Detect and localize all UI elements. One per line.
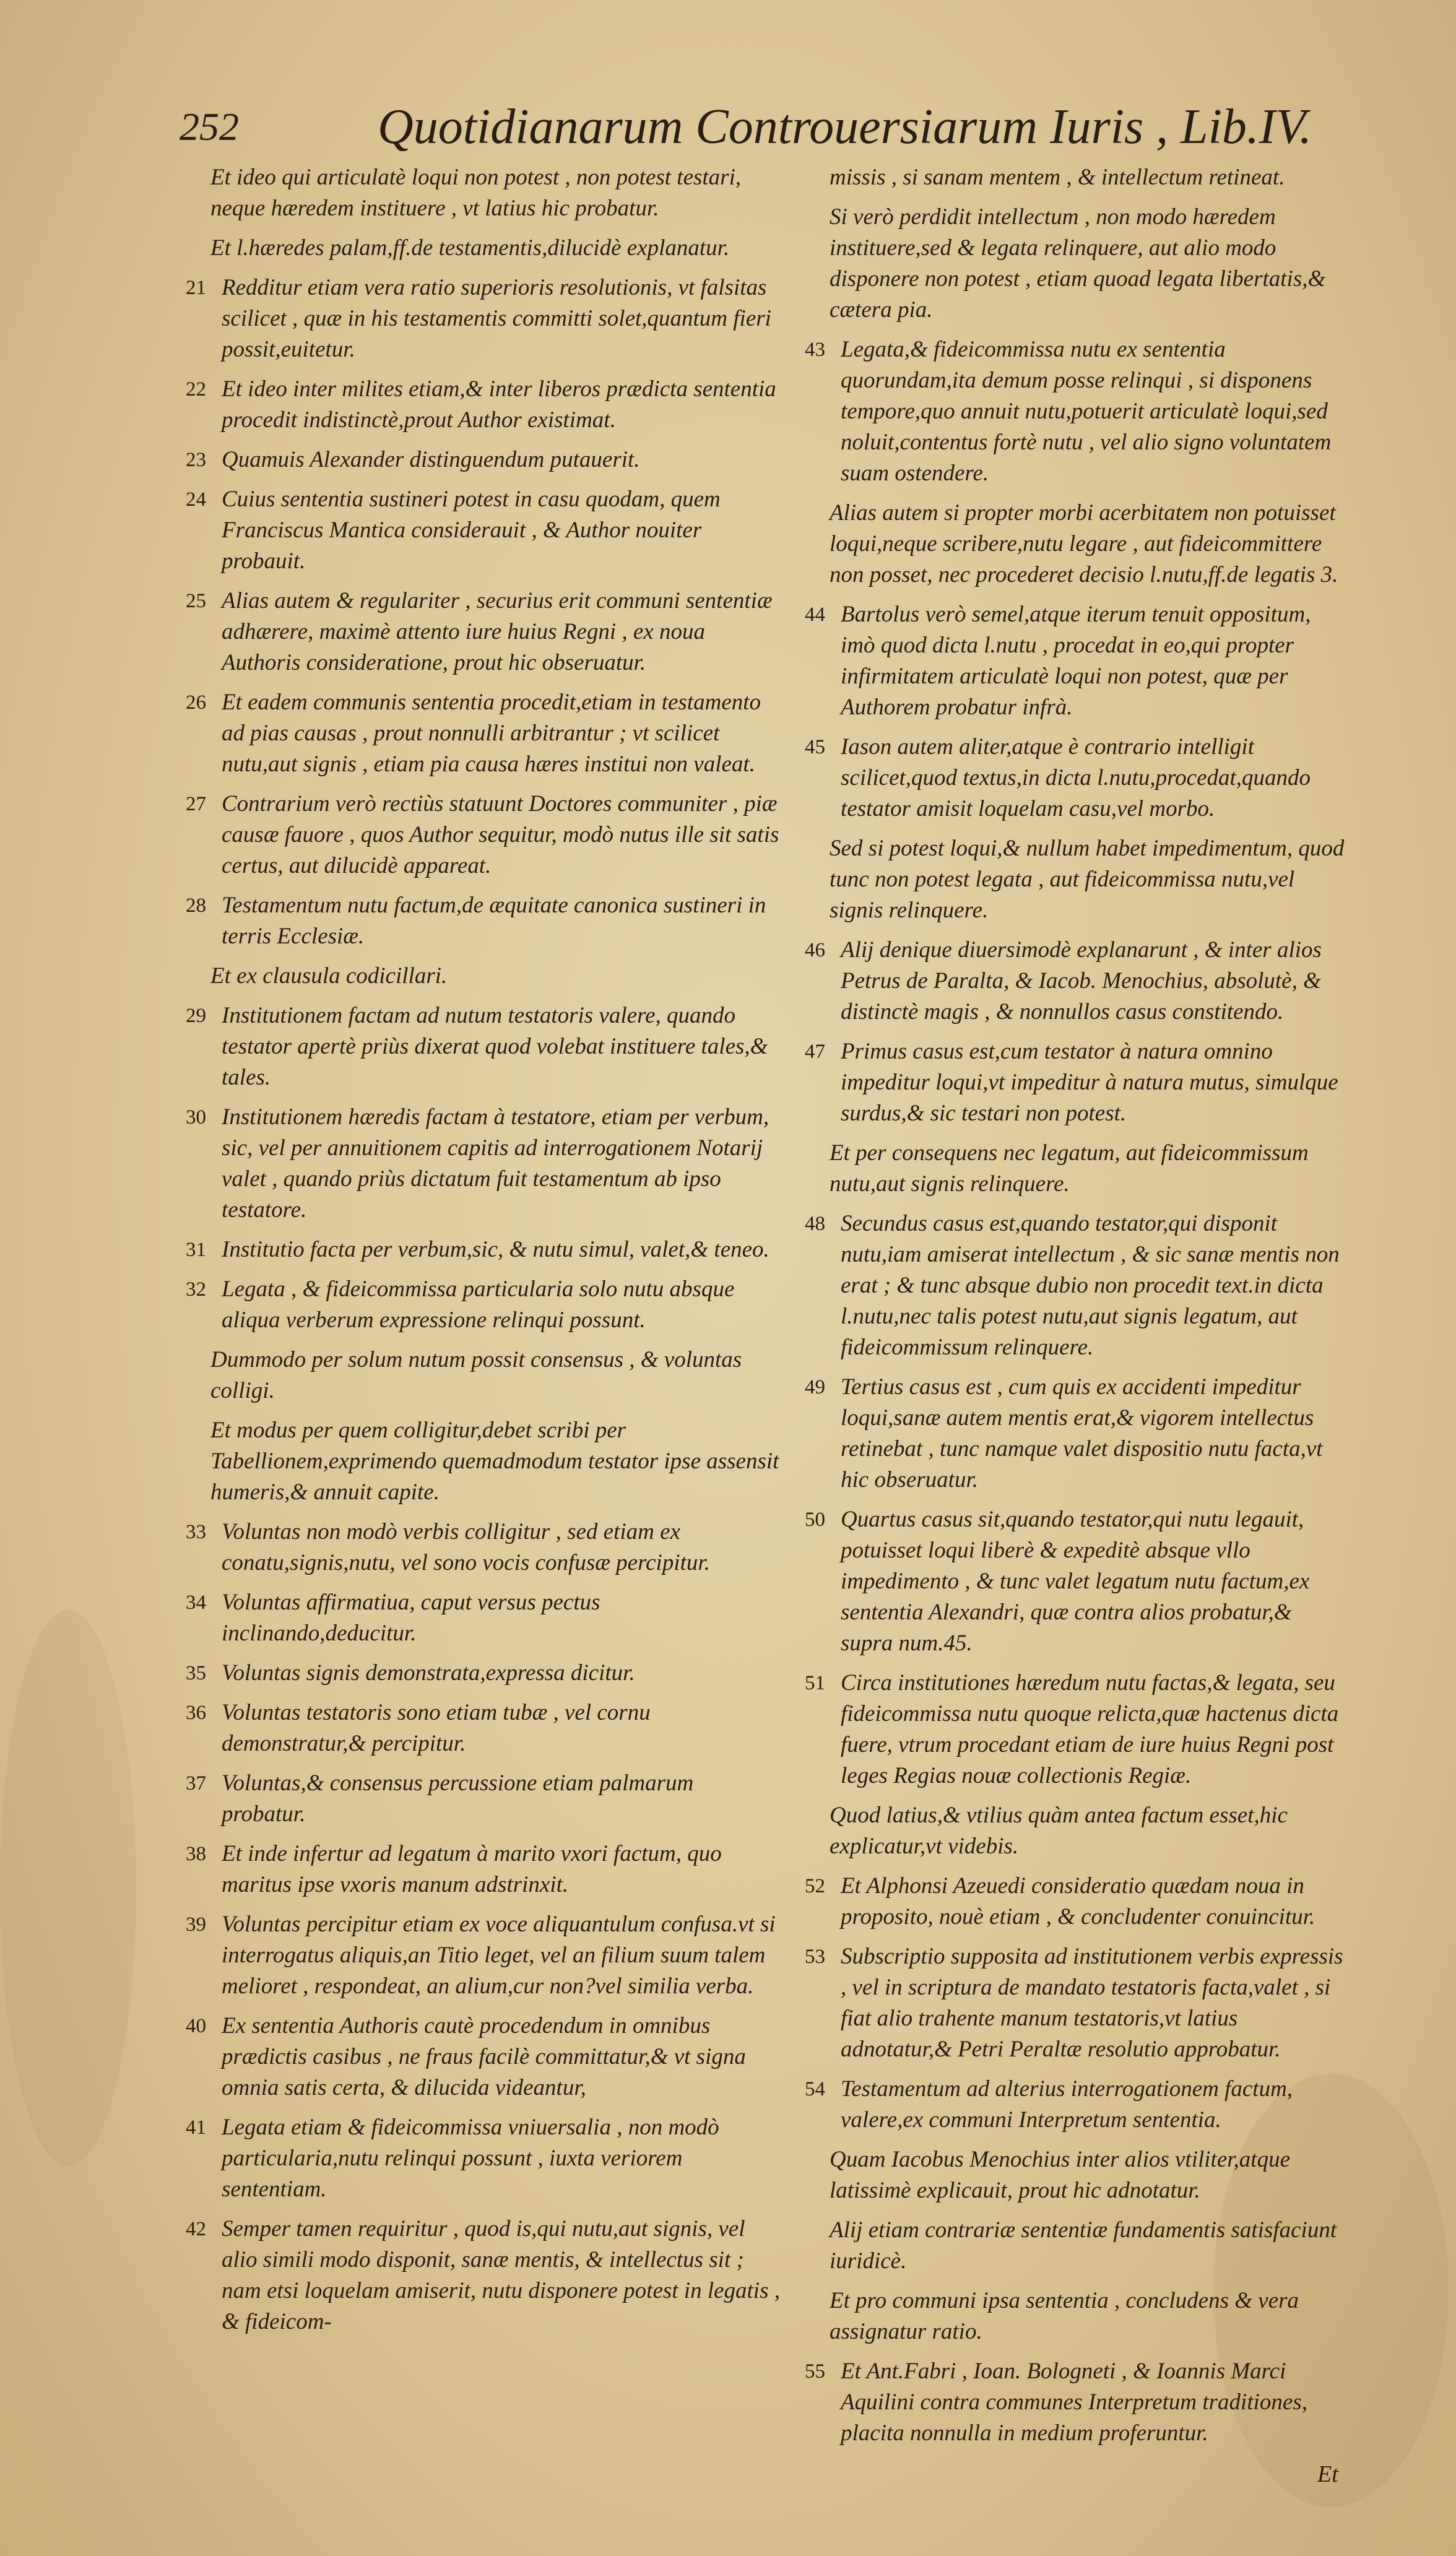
entry-number: 22 bbox=[186, 378, 206, 401]
summary-subentry bbox=[805, 202, 1350, 326]
summary-entry bbox=[186, 1839, 780, 1900]
entry-text: Testamentum ad alterius interrogationem factum, valere,ex communi Interpretum sententia. bbox=[841, 2076, 1293, 2133]
summary-entry bbox=[186, 687, 780, 780]
entry-number: 45 bbox=[805, 736, 825, 758]
summary-entry bbox=[186, 1274, 780, 1336]
summary-entry bbox=[186, 484, 780, 577]
entry-number: 52 bbox=[805, 1875, 825, 1897]
entry-text: Legata,& fideicommissa nutu ex sententia quorundam,ita demum posse relinqui , si disponens tempore,quo annuit nutu,potuerit articulatè loqui,sed noluit,contentus fortè nutu , vel alio signo voluntatem suam ostendere. bbox=[841, 337, 1332, 486]
entry-number: 36 bbox=[186, 1702, 206, 1724]
summary-entry bbox=[805, 1941, 1350, 2065]
entry-number: 30 bbox=[186, 1106, 206, 1129]
entry-text: Tertius casus est , cum quis ex accidenti impeditur loqui,sanæ autem mentis erat,& vigorem intellectus retinebat , tunc namque valet dispositio nutu facta,vt hic obseruatur. bbox=[841, 1374, 1323, 1492]
catchword: Et bbox=[1317, 2461, 1338, 2487]
entry-number: 40 bbox=[186, 2015, 206, 2037]
summary-entry bbox=[186, 2112, 780, 2205]
summary-entry bbox=[805, 935, 1350, 1028]
entry-number: 41 bbox=[186, 2116, 206, 2139]
summary-subentry bbox=[186, 961, 780, 992]
paper-stain bbox=[0, 1609, 136, 2167]
summary-entry bbox=[186, 1517, 780, 1579]
entry-number: 33 bbox=[186, 1521, 206, 1543]
entry-number: 49 bbox=[805, 1376, 825, 1398]
entry-text: Sed si potest loqui,& nullum habet impedimentum, quod tunc non potest legata , aut fideicommissa nutu,vel signis relinquere. bbox=[830, 836, 1345, 923]
summary-entry bbox=[805, 1871, 1350, 1933]
summary-entry bbox=[186, 1234, 780, 1265]
summary-entry bbox=[186, 2011, 780, 2103]
summary-entry bbox=[186, 890, 780, 952]
entry-text: Voluntas,& consensus percussione etiam palmarum probatur. bbox=[222, 1770, 694, 1827]
entry-text: Et eadem communis sententia procedit,etiam in testamento ad pias causas , prout nonnulli arbitrantur ; vt scilicet nutu,aut signis , etiam pia causa hæres institui non valeat. bbox=[222, 690, 761, 777]
summary-entry bbox=[186, 586, 780, 678]
entry-text: Et modus per quem colligitur,debet scribi per Tabellionem,exprimendo quemadmodum testator ipse assensit humeris,& annuit capite. bbox=[210, 1418, 779, 1505]
entry-text: Institutio facta per verbum,sic, & nutu simul, valet,& teneo. bbox=[222, 1237, 769, 1262]
entry-number: 21 bbox=[186, 277, 206, 299]
summary-subentry bbox=[805, 2215, 1350, 2277]
summary-entry bbox=[186, 1658, 780, 1689]
summary-entry bbox=[186, 1909, 780, 2002]
summary-entry bbox=[186, 1000, 780, 1093]
summary-entry bbox=[805, 599, 1350, 723]
summary-subentry bbox=[805, 498, 1350, 591]
entry-text: Subscriptio supposita ad institutionem verbis expressis , vel in scriptura de mandato testatoris facta,valet , si fiat alio trahente manum testatoris,vt latius adnotatur,& Petri Peraltæ resolutio approbatur. bbox=[841, 1944, 1343, 2062]
entry-text: Alij etiam contrariæ sententiæ fundamentis satisfaciunt iuridicè. bbox=[830, 2217, 1337, 2274]
entry-text: Quod latius,& vtilius quàm antea factum esset,hic explicatur,vt videbis. bbox=[830, 1803, 1288, 1859]
entry-number: 35 bbox=[186, 1662, 206, 1684]
entry-number: 47 bbox=[805, 1041, 825, 1063]
summary-entry bbox=[805, 1372, 1350, 1496]
summary-subentry bbox=[186, 1415, 780, 1508]
entry-number: 32 bbox=[186, 1278, 206, 1301]
entry-text: Circa institutiones hæredum nutu factas,& legata, seu fideicommissa nutu quoque relicta,quæ hactenus dicta fuere, vtrum procedant etiam de iure huius Regni post leges Regias nouæ collectionis Regiæ. bbox=[841, 1670, 1339, 1788]
entry-text: Et ex clausula codicillari. bbox=[210, 963, 448, 989]
entry-text: Cuius sententia sustineri potest in casu quodam, quem Franciscus Mantica considerauit , & Author nouiter probauit. bbox=[222, 487, 721, 574]
entry-number: 39 bbox=[186, 1913, 206, 1936]
summary-subentry bbox=[805, 833, 1350, 926]
summary-entry bbox=[186, 374, 780, 436]
summary-subentry bbox=[805, 162, 1350, 193]
entry-text: Institutionem factam ad nutum testatoris valere, quando testator apertè priùs dixerat quod volebat instituere tales,& tales. bbox=[222, 1003, 768, 1090]
running-title: Quotidianarum Controuersiarum Iuris , Lib.IV. bbox=[378, 100, 1312, 154]
summary-subentry bbox=[805, 1800, 1350, 1862]
page-number: 252 bbox=[180, 105, 239, 149]
summary-entry bbox=[186, 272, 780, 365]
entry-text: Quartus casus sit,quando testator,qui nutu legauit, potuisset loqui liberè & expeditè absque vllo impedimento , & tunc valet legatum nutu factum,ex sententia Alexandri, quæ contra alios probatur,& supra num.45. bbox=[841, 1507, 1310, 1656]
summary-entry bbox=[805, 334, 1350, 489]
entry-text: Ex sententia Authoris cautè procedendum in omnibus prædictis casibus , ne fraus facilè committatur,& vt signa omnia satis certa, & dilucida videantur, bbox=[222, 2013, 746, 2100]
entry-text: Si verò perdidit intellectum , non modo hæredem instituere,sed & legata relinquere, aut alio modo disponere non potest , etiam quoad legata libertatis,& cætera pia. bbox=[830, 204, 1326, 323]
entry-number: 43 bbox=[805, 339, 825, 361]
entry-text: Et Ant.Fabri , Ioan. Bologneti , & Ioannis Marci Aquilini contra communes Interpretum traditiones, placita nonnulla in medium proferuntur. bbox=[841, 2359, 1307, 2446]
entry-number: 46 bbox=[805, 939, 825, 961]
summary-subentry bbox=[186, 233, 780, 264]
summary-entry bbox=[805, 2074, 1350, 2136]
entry-text: Alias autem si propter morbi acerbitatem non potuisset loqui,neque scribere,nutu legare , aut fideicommittere non posset, nec procederet decisio l.nutu,ff.de legatis 3. bbox=[830, 500, 1338, 587]
entry-number: 54 bbox=[805, 2078, 825, 2100]
summary-entry bbox=[805, 732, 1350, 825]
entry-number: 55 bbox=[805, 2360, 825, 2383]
summary-entry bbox=[805, 1668, 1350, 1791]
summary-entry bbox=[186, 2214, 780, 2337]
entry-text: Et ideo inter milites etiam,& inter liberos prædicta sententia procedit indistinctè,prout Author existimat. bbox=[222, 376, 776, 433]
entry-text: Primus casus est,cum testator à natura omnino impeditur loqui,vt impeditur à natura mutus, simulque surdus,& sic testari non potest. bbox=[841, 1039, 1338, 1126]
entry-number: 53 bbox=[805, 1946, 825, 1968]
entry-text: Legata etiam & fideicommissa vniuersalia , non modò particularia,nutu relinqui possunt , iuxta veriorem sententiam. bbox=[222, 2115, 719, 2202]
entry-text: Testamentum nutu factum,de æquitate canonica sustineri in terris Ecclesiæ. bbox=[222, 893, 766, 949]
entry-text: Quamuis Alexander distinguendum putauerit. bbox=[222, 447, 640, 472]
entry-text: Alij denique diuersimodè explanarunt , & inter alios Petrus de Paralta, & Iacob. Menochius, absolutè, & distinctè magis , & nonnullos casus constitendo. bbox=[841, 937, 1322, 1025]
summary-subentry bbox=[186, 1345, 780, 1406]
summary-entry bbox=[186, 444, 780, 475]
entry-number: 34 bbox=[186, 1592, 206, 1614]
entry-text: Voluntas non modò verbis colligitur , sed etiam ex conatu,signis,nutu, vel sono vocis confusæ percipitur. bbox=[222, 1519, 710, 1575]
entry-number: 24 bbox=[186, 488, 206, 511]
entry-text: Contrarium verò rectiùs statuunt Doctores communiter , piæ causæ fauore , quos Author sequitur, modò nutus ille sit satis certus, aut dilucidè appareat. bbox=[222, 791, 779, 878]
summary-entry bbox=[186, 1102, 780, 1226]
entry-text: Voluntas testatoris sono etiam tubæ , vel cornu demonstratur,& percipitur. bbox=[222, 1700, 651, 1756]
summary-subentry bbox=[805, 2144, 1350, 2206]
entry-text: Et l.hæredes palam,ff.de testamentis,dilucidè explanatur. bbox=[210, 235, 730, 261]
running-header bbox=[180, 93, 1312, 161]
entry-text: Semper tamen requiritur , quod is,qui nutu,aut signis, vel alio simili modo disponit, sanæ mentis, & intellectus sit ; nam etsi loquelam amiserit, nutu disponere potest in legatis , & fideicom- bbox=[222, 2216, 780, 2334]
summary-entry bbox=[186, 1697, 780, 1759]
entry-number: 27 bbox=[186, 793, 206, 815]
entry-text: Et Alphonsi Azeuedi consideratio quædam noua in proposito, nouè etiam , & concludenter conuincitur. bbox=[841, 1873, 1315, 1930]
summary-entry bbox=[805, 2356, 1350, 2449]
left-column bbox=[186, 162, 780, 2346]
entry-number: 29 bbox=[186, 1005, 206, 1027]
entry-number: 26 bbox=[186, 691, 206, 714]
entry-text: Dummodo per solum nutum possit consensus , & voluntas colligi. bbox=[210, 1347, 742, 1403]
entry-number: 44 bbox=[805, 604, 825, 626]
summary-entry bbox=[805, 1036, 1350, 1129]
entry-number: 51 bbox=[805, 1672, 825, 1694]
summary-entry bbox=[805, 1504, 1350, 1659]
summary-entry bbox=[186, 1587, 780, 1649]
entry-number: 50 bbox=[805, 1509, 825, 1531]
entry-text: Redditur etiam vera ratio superioris resolutionis, vt falsitas scilicet , quæ in his testamentis committi solet,quantum fieri possit,euitetur. bbox=[222, 275, 771, 362]
entry-text: Quam Iacobus Menochius inter alios vtiliter,atque latissimè explicauit, prout hic adnotatur. bbox=[830, 2147, 1291, 2203]
summary-subentry bbox=[805, 2285, 1350, 2347]
entry-text: Voluntas signis demonstrata,expressa dicitur. bbox=[222, 1660, 635, 1686]
entry-text: Et ideo qui articulatè loqui non potest , non potest testari, neque hæredem instituere , vt latius hic probatur. bbox=[210, 165, 742, 221]
entry-number: 38 bbox=[186, 1843, 206, 1865]
entry-text: missis , si sanam mentem , & intellectum retineat. bbox=[830, 165, 1285, 190]
entry-text: Bartolus verò semel,atque iterum tenuit oppositum, imò quod dicta l.nutu , procedat in eo,qui propter infirmitatem articulatè loqui non potest, quæ per Authorem probatur infrà. bbox=[841, 602, 1311, 720]
summary-entry bbox=[186, 789, 780, 882]
entry-number: 42 bbox=[186, 2218, 206, 2240]
summary-subentry bbox=[805, 1138, 1350, 1200]
summary-subentry bbox=[186, 162, 780, 224]
entry-text: Et inde infertur ad legatum à marito vxori factum, quo maritus ipse vxoris manum adstrinxit. bbox=[222, 1841, 722, 1897]
entry-text: Et pro communi ipsa sententia , concludens & vera assignatur ratio. bbox=[830, 2288, 1299, 2344]
entry-number: 25 bbox=[186, 590, 206, 612]
entry-number: 31 bbox=[186, 1239, 206, 1261]
entry-text: Voluntas affirmatiua, caput versus pectus inclinando,deducitur. bbox=[222, 1590, 600, 1646]
entry-number: 28 bbox=[186, 895, 206, 917]
entry-text: Legata , & fideicommissa particularia solo nutu absque aliqua verberum expressione relinqui possunt. bbox=[222, 1276, 735, 1333]
summary-entry bbox=[805, 1208, 1350, 1363]
entry-text: Voluntas percipitur etiam ex voce aliquantulum confusa.vt si interrogatus aliquis,an Titio leget, vel an filium suum talem melioret , respondeat, an alium,cur non?vel similia verba. bbox=[222, 1912, 776, 1999]
summary-entry bbox=[186, 1768, 780, 1830]
entry-number: 37 bbox=[186, 1772, 206, 1795]
entry-number: 23 bbox=[186, 449, 206, 471]
right-column bbox=[805, 162, 1350, 2458]
entry-text: Institutionem hæredis factam à testatore, etiam per verbum, sic, vel per annuitionem capitis ad interrogationem Notarij valet , quando priùs dictatum fuit testamentum ab ipso testatore. bbox=[222, 1104, 769, 1223]
entry-text: Secundus casus est,quando testator,qui disponit nutu,iam amiserat intellectum , & sic sanæ mentis non erat ; & tunc absque dubio non procedit text.in dicta l.nutu,nec talis potest nutu,aut signis legatum, aut fideicommissum relinquere. bbox=[841, 1211, 1340, 1360]
entry-text: Et per consequens nec legatum, aut fideicommissum nutu,aut signis relinquere. bbox=[830, 1140, 1309, 1197]
entry-text: Alias autem & regulariter , securius erit communi sententiæ adhærere, maximè attento iure huius Regni , ex noua Authoris consideratione, prout hic obseruatur. bbox=[222, 588, 773, 675]
entry-number: 48 bbox=[805, 1213, 825, 1235]
entry-text: Iason autem aliter,atque è contrario intelligit scilicet,quod textus,in dicta l.nutu,procedat,quando testator amisit loquelam casu,vel morbo. bbox=[841, 734, 1311, 821]
